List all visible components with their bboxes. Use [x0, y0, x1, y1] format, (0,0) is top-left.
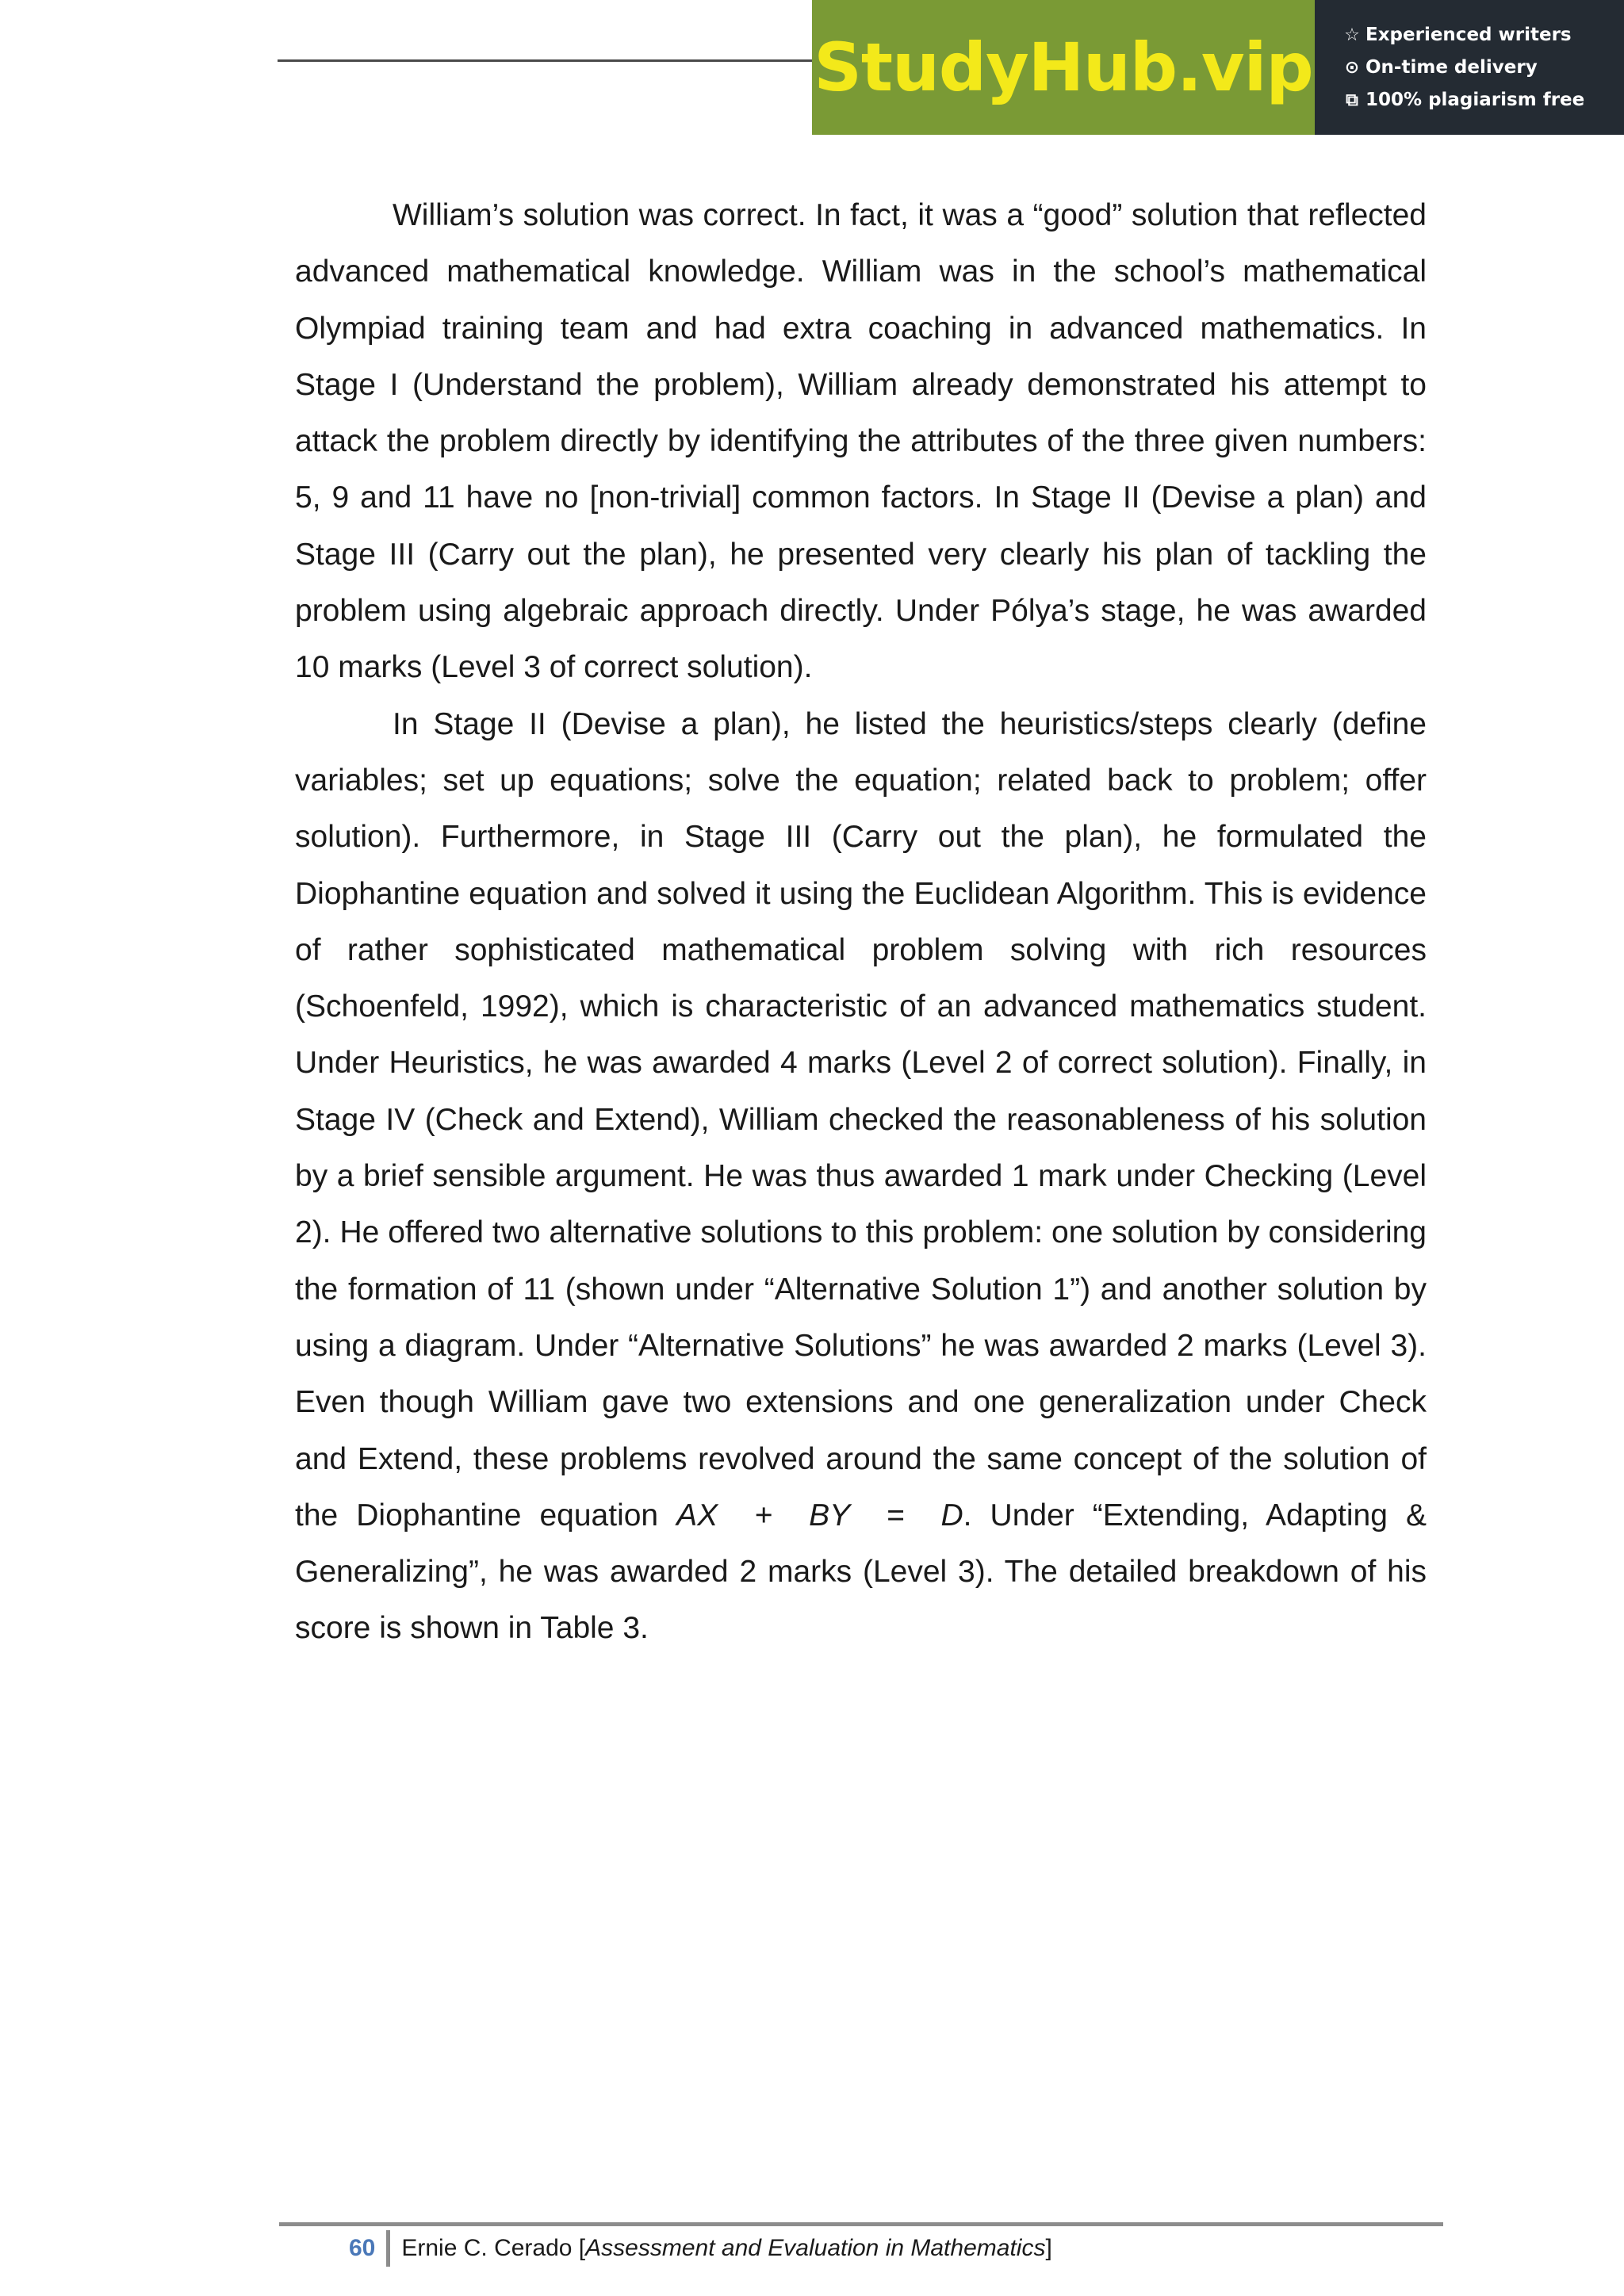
- feature-label: On-time delivery: [1365, 56, 1538, 78]
- banner-features: [1315, 0, 1624, 135]
- paragraph-2-text-b: . Under “Extending, Adapting & Generalizing”, he was awarded 2 marks (Level 3). The detailed breakdown of his score is shown in Table 3.: [295, 1498, 1427, 1646]
- copy-icon: ⧉: [1346, 90, 1358, 110]
- diophantine-equation: AX + BY = D: [676, 1498, 963, 1533]
- studyhub-banner[interactable]: [812, 0, 1624, 135]
- clock-icon: ⊙: [1344, 57, 1360, 78]
- star-icon: ☆: [1344, 25, 1360, 45]
- page-number: 60: [349, 2235, 376, 2261]
- header-rule: [278, 59, 817, 62]
- feature-plagiarism-free: [1342, 84, 1624, 117]
- paragraph-2-text-a: In Stage II (Devise a plan), he listed the heuristics/steps clearly (define variables; set up equations; solve the equation; related back to problem; offer solution). Furthermore, in Stage III (Carry out the plan), he formulated the Diophantine equation and solved it using the Euclidean Algorithm. This is evidence of rather sophisticated mathematical problem solving with rich resources (Schoenfeld, 1992), which is characteristic of an advanced mathematics student. Under Heuristics, he was awarded 4 marks (Level 2 of correct solution). Finally, in Stage IV (Check and Extend), William checked the reasonableness of his solution by a brief sensible argument. He was thus awarded 1 mark under Checking (Level 2). He offered two alternative solutions to this problem: one solution by considering the formation of 11 (shown under “Alternative Solution 1”) and another solution by using a diagram. Under “Alternative Solutions” he was awarded 2 marks (Level 3). Even though William gave two extensions and one generalization under Check and Extend, these problems revolved around the same concept of the solution of the Diophantine equation: [295, 706, 1427, 1533]
- paragraph-2: [295, 696, 1427, 1657]
- feature-on-time-delivery: [1342, 52, 1624, 84]
- paragraph-1: William’s solution was correct. In fact, it was a “good” solution that reflected advanced mathematical knowledge. William was in the school’s mathematical Olympiad training team and had extra coaching in advanced mathematics. In Stage I (Understand the problem), William already demonstrated his attempt to attack the problem directly by identifying the attributes of the three given numbers: 5, 9 and 11 have no [non-trivial] common factors. In Stage II (Devise a plan) and Stage III (Carry out the plan), he presented very clearly his plan of tackling the problem using algebraic approach directly. Under Pólya’s stage, he was awarded 10 marks (Level 3 of correct solution).: [295, 198, 1427, 685]
- footer-author: Ernie C. Cerado [: [401, 2235, 586, 2261]
- footer-bracket: ]: [1045, 2235, 1052, 2261]
- document-body: [295, 187, 1427, 1657]
- footer-rule: [279, 2222, 1443, 2226]
- feature-label: Experienced writers: [1365, 24, 1572, 45]
- logo-text: StudyHub.vip: [814, 29, 1313, 106]
- footer-divider: [386, 2230, 390, 2267]
- studyhub-logo[interactable]: [812, 0, 1315, 135]
- footer-book-title: Assessment and Evaluation in Mathematics: [585, 2235, 1046, 2261]
- page-footer: [349, 2228, 1052, 2269]
- feature-label: 100% plagiarism free: [1365, 89, 1585, 110]
- feature-experienced-writers: [1342, 19, 1624, 52]
